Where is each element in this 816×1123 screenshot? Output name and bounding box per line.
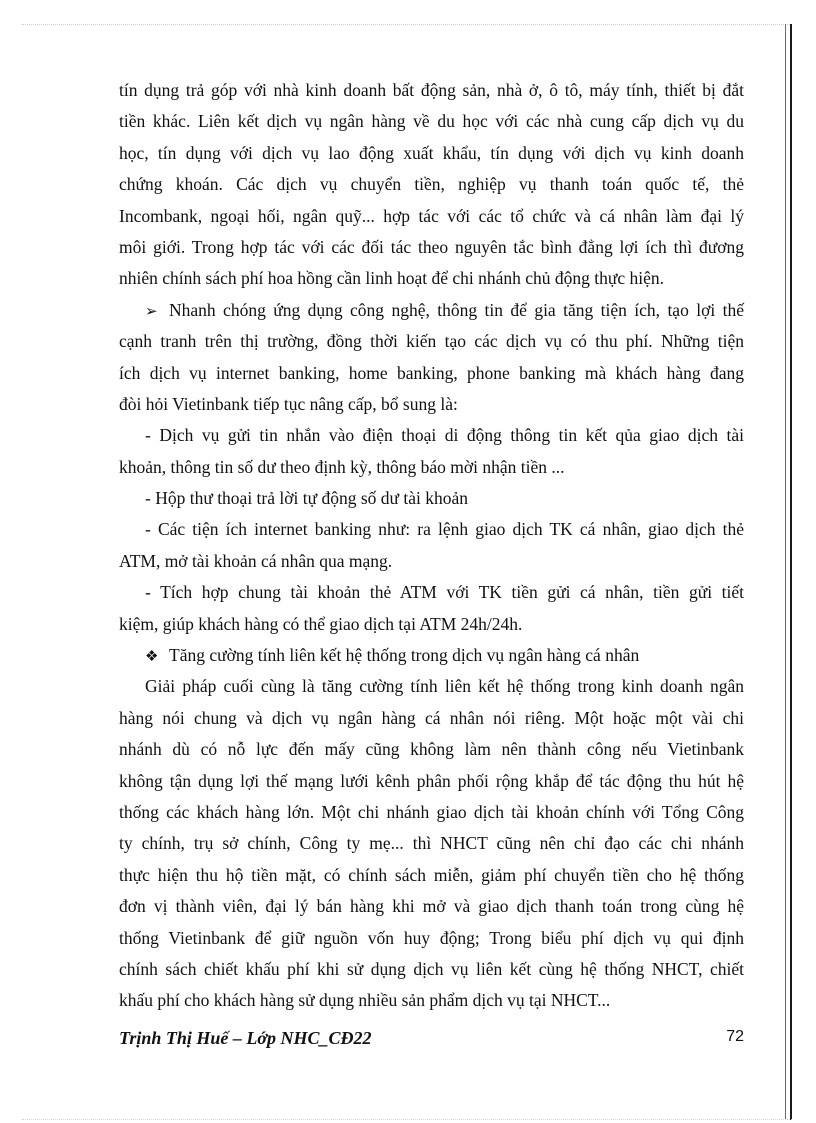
document-body	[119, 75, 744, 1017]
text-line: học, tín dụng với dịch vụ lao động xuất khẩu, tín dụng với dịch vụ kinh doanh	[119, 142, 744, 163]
text-line: - Dịch vụ gửi tin nhắn vào điện thoại di động thông tin kết qủa giao dịch tài	[145, 425, 744, 446]
text-line: cạnh tranh trên thị trường, đồng thời kiến tạo các dịch vụ có thu phí. Những tiện	[119, 331, 744, 352]
dash-item-internet-banking	[119, 514, 744, 577]
text-line: chính sách chiết khấu phí khi sử dụng dịch vụ liên kết cùng hệ thống NHCT, chiết	[119, 958, 744, 979]
diamond-bullet-icon: ❖	[145, 649, 159, 666]
arrow-bullet-icon: ➢	[145, 303, 158, 320]
text-line: - Tích hợp chung tài khoản thẻ ATM với TK tiền gửi cá nhân, tiền gửi tiết	[145, 582, 744, 603]
text-line: nhánh dù có nỗ lực đến mấy cũng không làm nên thành công nếu Vietinbank	[119, 739, 744, 760]
text-line: chứng khoán. Các dịch vụ chuyển tiền, nghiệp vụ thanh toán quốc tế, thẻ	[119, 174, 744, 195]
dash-item-atm	[119, 577, 744, 640]
text-line: - Hộp thư thoại trả lời tự động số dư tài khoản	[145, 488, 469, 509]
paragraph	[119, 671, 744, 1016]
page-footer	[119, 1028, 744, 1058]
text-line: ty chính, trụ sở chính, Công ty mẹ... thì NHCT cũng nên chỉ đạo các chi nhánh	[119, 833, 744, 854]
text-line: đòi hỏi Vietinbank tiếp tục nâng cấp, bổ sung là:	[119, 393, 458, 414]
page-number: 72	[726, 1028, 744, 1045]
bullet-paragraph-technology	[119, 295, 744, 421]
footer-author: Trịnh Thị Huế – Lớp NHC_CĐ22	[119, 1028, 372, 1048]
text-line: Giải pháp cuối cùng là tăng cường tính liên kết hệ thống trong kinh doanh ngân	[145, 676, 744, 697]
frame-right-border	[785, 24, 792, 1120]
text-line: nhiên chính sách phí hoa hồng cần linh hoạt để chi nhánh chủ động thực hiện.	[119, 268, 665, 289]
text-line: đơn vị thành viên, đại lý bán hàng khi mở và giao dịch thanh toán trong cùng hệ	[119, 896, 744, 917]
text-line: - Các tiện ích internet banking như: ra lệnh giao dịch TK cá nhân, giao dịch thẻ	[145, 519, 744, 540]
text-line: khoản, thông tin số dư theo định kỳ, thông báo mời nhận tiền ...	[119, 456, 565, 477]
text-line: thực hiện thu hộ tiền mặt, có chính sách miễn, giảm phí chuyển tiền cho hệ thống	[119, 864, 744, 885]
text-line: ATM, mở tài khoản cá nhân qua mạng.	[119, 550, 393, 571]
dash-item-voicemail	[119, 483, 744, 514]
text-line: Incombank, ngoại hối, ngân quỹ... hợp tác với các tổ chức và cá nhân làm đại lý	[119, 205, 744, 226]
section-heading	[119, 640, 744, 671]
text-line: thống Vietinbank để giữ nguồn vốn huy động; Trong biểu phí dịch vụ qui định	[119, 927, 744, 948]
paragraph	[119, 75, 744, 295]
bullet-text: Nhanh chóng ứng dụng công nghệ, thông tin để gia tăng tiện ích, tạo lợi thế	[169, 299, 744, 320]
text-line: ích dịch vụ internet banking, home banking, phone banking mà khách hàng đang	[119, 362, 744, 383]
text-line: không tận dụng lợi thế mạng lưới kênh phân phối rộng khắp để tác động thu hút hệ	[119, 770, 744, 791]
frame-bottom-border	[22, 1119, 792, 1120]
text-line	[119, 295, 744, 326]
text-line: môi giới. Trong hợp tác với các đối tác theo nguyên tắc bình đẳng lợi ích thì đương	[119, 236, 744, 257]
text-line: hàng nói chung và dịch vụ ngân hàng cá nhân nói riêng. Một hoặc một vài chi	[119, 707, 744, 728]
heading-text: Tăng cường tính liên kết hệ thống trong dịch vụ ngân hàng cá nhân	[169, 645, 640, 666]
text-line: tiền khác. Liên kết dịch vụ ngân hàng về du học với các nhà cung cấp dịch vụ du	[119, 111, 744, 132]
text-line	[119, 640, 744, 671]
text-line: thống các khách hàng lớn. Một chi nhánh giao dịch tài khoản chính với Tổng Công	[119, 801, 744, 822]
text-line: tín dụng trả góp với nhà kinh doanh bất động sản, nhà ở, ô tô, máy tính, thiết bị đắt	[119, 80, 744, 100]
text-line: kiệm, giúp khách hàng có thể giao dịch tại ATM 24h/24h.	[119, 613, 523, 634]
dash-item-sms	[119, 420, 744, 483]
frame-top-border	[22, 24, 792, 25]
text-line: khấu phí cho khách hàng sử dụng nhiều sản phẩm dịch vụ tại NHCT...	[119, 990, 611, 1011]
